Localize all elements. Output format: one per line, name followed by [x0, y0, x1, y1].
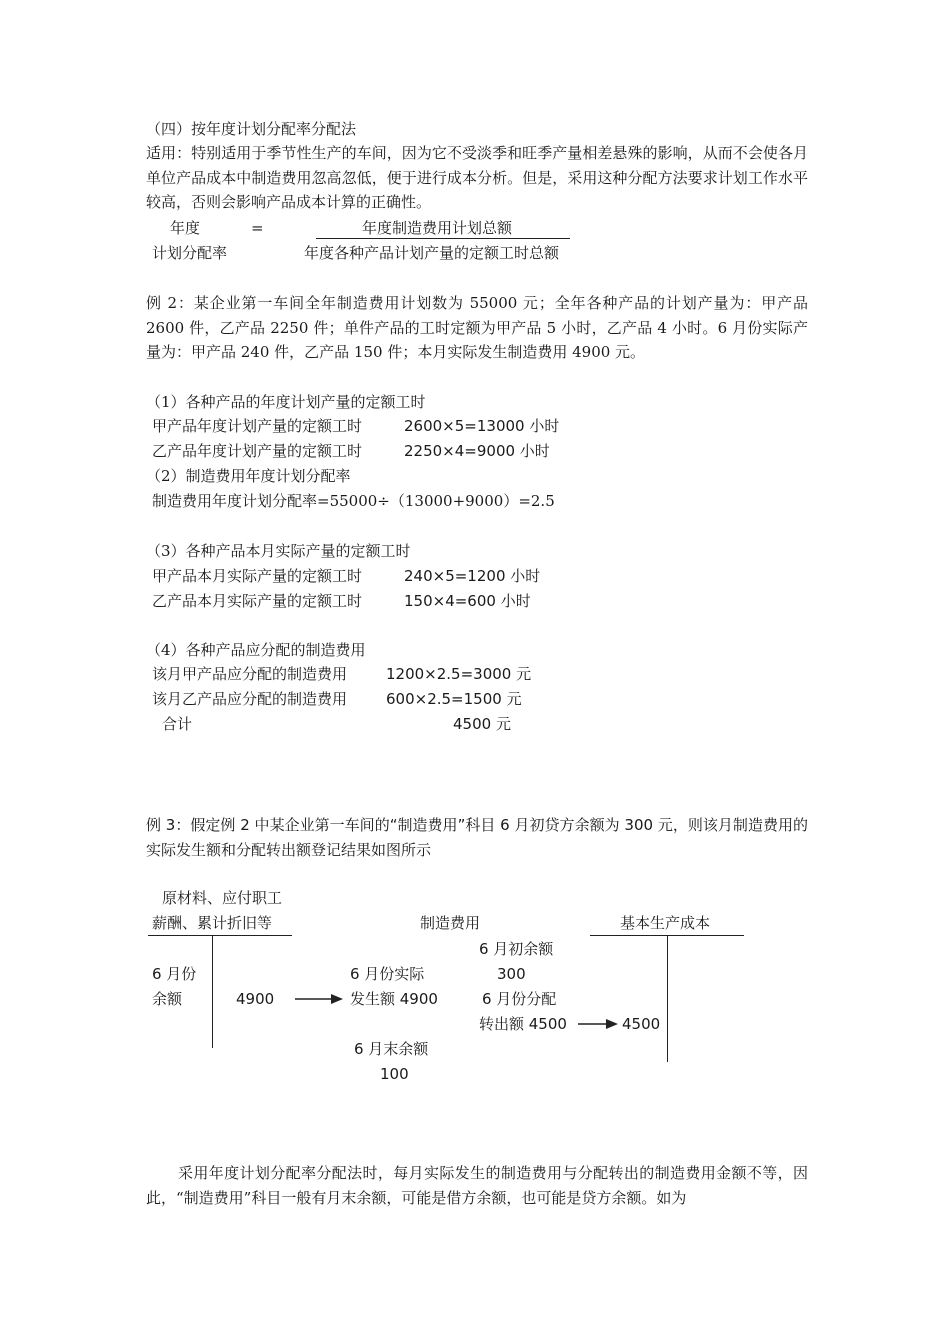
step1-line1-value: 2600×5=13000 小时: [404, 417, 560, 435]
step3-line1-label: 甲产品本月实际产量的定额工时: [152, 567, 363, 585]
step3-line2-label: 乙产品本月实际产量的定额工时: [152, 592, 363, 610]
section-title: （四）按年度计划分配率分配法: [146, 120, 357, 138]
step4-line2-label: 该月乙产品应分配的制造费用: [152, 690, 348, 708]
step1-line1-label: 甲产品年度计划产量的定额工时: [152, 417, 363, 435]
step3-title: （3）各种产品本月实际产量的定额工时: [146, 542, 411, 560]
step2-line: 制造费用年度计划分配率=55000÷（13000+9000）=2.5: [152, 492, 555, 510]
applicability-paragraph: 适用：特别适用于季节性生产的车间，因为它不受淡季和旺季产量相差悬殊的影响，从而不会使各月单位产品成本中制造费用忽高忽低，便于进行成本分析。但是，采用这种分配方法要求计划工作水平较高，否则会影响产品成本计算的正确性。: [146, 144, 808, 211]
middle-debit-line1: 6 月份实际: [350, 965, 425, 983]
step3-line2-value: 150×4=600 小时: [404, 592, 531, 610]
right-account-divider: [667, 936, 668, 1062]
middle-credit-open-line1: 6 月初余额: [479, 940, 554, 958]
left-account-top-line: [148, 935, 292, 936]
closing-paragraph: 采用年度计划分配率分配法时，每月实际发生的制造费用与分配转出的制造费用金额不等，因此，“制造费用”科目一般有月末余额，可能是借方余额，也可能是贷方余额。如为: [146, 1164, 808, 1207]
step3-line1-value: 240×5=1200 小时: [404, 567, 541, 585]
step1-line2-value: 2250×4=9000 小时: [404, 442, 550, 460]
middle-debit-line2: 发生额 4900: [350, 990, 438, 1008]
example2-intro: 例 2：某企业第一车间全年制造费用计划数为 55000 元；全年各种产品的计划产量为：甲产品 2600 件，乙产品 2250 件；单件产品的工时定额为甲产品 5 小时，乙产品 4 小时。6 月份实际产量为：甲产品 240 件，乙产品 150 件；本月实际发生制造费用 4900 元。: [146, 294, 808, 361]
right-account-title: 基本生产成本: [620, 914, 711, 932]
arrow-right-icon: [578, 1017, 618, 1031]
left-account-title-line2: 薪酬、累计折旧等: [152, 914, 273, 932]
formula-label-line2: 计划分配率: [152, 244, 228, 262]
total-value: 4500 元: [453, 715, 511, 733]
left-debit-line1: 6 月份: [152, 965, 197, 983]
left-debit-line2: 余额: [152, 990, 183, 1008]
middle-credit-open-line2: 300: [497, 965, 526, 983]
right-debit-value: 4500: [622, 1015, 661, 1033]
middle-credit-alloc-line2: 转出额 4500: [479, 1015, 567, 1033]
step2-title: （2）制造费用年度计划分配率: [146, 467, 351, 485]
total-label: 合计: [162, 715, 193, 733]
step1-title: （1）各种产品的年度计划产量的定额工时: [146, 393, 426, 411]
step4-line1-value: 1200×2.5=3000 元: [386, 665, 532, 683]
formula-denominator: 年度各种产品计划产量的定额工时总额: [304, 244, 560, 262]
left-account-title-line1: 原材料、应付职工: [162, 889, 283, 907]
left-credit-value: 4900: [236, 990, 275, 1008]
formula-label-line1: 年度: [170, 219, 201, 237]
step4-line1-label: 该月甲产品应分配的制造费用: [152, 665, 348, 683]
step4-title: （4）各种产品应分配的制造费用: [146, 641, 366, 659]
step4-line2-value: 600×2.5=1500 元: [386, 690, 522, 708]
step1-line2-label: 乙产品年度计划产量的定额工时: [152, 442, 363, 460]
arrow-right-icon: [295, 992, 343, 1006]
formula-numerator: 年度制造费用计划总额: [362, 219, 513, 237]
example3-intro: 例 3：假定例 2 中某企业第一车间的“制造费用”科目 6 月初贷方余额为 300 元，则该月制造费用的实际发生额和分配转出额登记结果如图所示: [146, 816, 808, 859]
fraction-bar: [316, 238, 570, 239]
middle-account-title: 制造费用: [420, 914, 481, 932]
left-account-divider: [212, 936, 213, 1048]
middle-credit-alloc-line1: 6 月份分配: [482, 990, 557, 1008]
middle-end-line1: 6 月末余额: [354, 1040, 429, 1058]
formula-equals: =: [251, 219, 264, 237]
middle-end-line2: 100: [380, 1065, 409, 1083]
